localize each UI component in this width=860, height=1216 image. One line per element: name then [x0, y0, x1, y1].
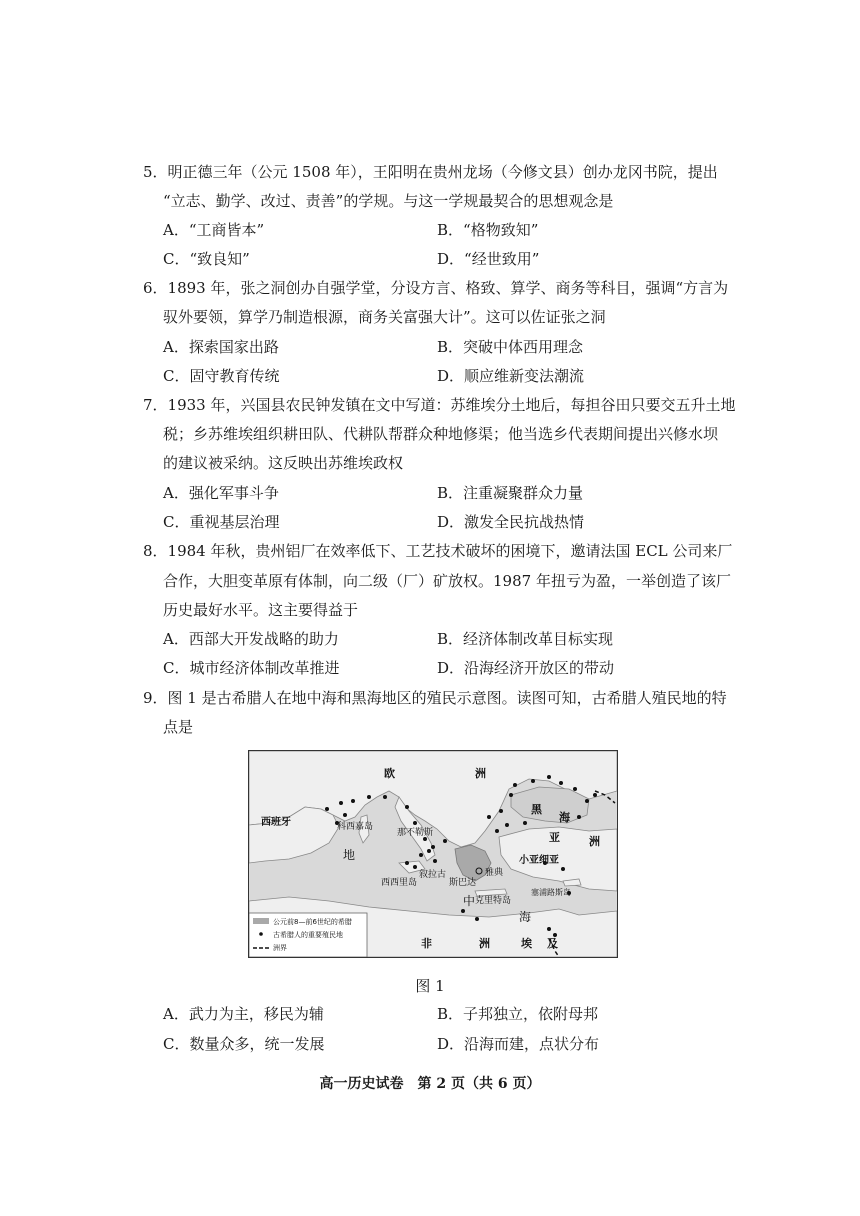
option-7c: C．重视基层治理	[163, 513, 280, 531]
legend-greece: 公元前8—前6世纪的希腊	[273, 918, 352, 926]
option-5d: D．“经世致用”	[437, 250, 540, 268]
option-5b: B．“格物致知”	[437, 221, 539, 239]
map-label-europe-2: 洲	[475, 767, 486, 780]
question-8-line-3: 历史最好水平。这主要得益于	[163, 601, 359, 619]
option-9b: B．子邦独立，依附母邦	[437, 1005, 599, 1023]
option-8d: D．沿海经济开放区的带动	[437, 659, 615, 677]
map-label-asia-2: 洲	[589, 835, 600, 848]
map-label-europe-1: 欧	[384, 767, 395, 780]
option-7a: A．强化军事斗争	[163, 484, 279, 502]
option-6c: C．固守教育传统	[163, 367, 280, 385]
map-label-black-2: 海	[559, 811, 570, 824]
map-label-naples: 那不勒斯	[397, 828, 434, 838]
map-label-spain: 西班牙	[261, 817, 291, 828]
question-9-line-2: 点是	[163, 718, 194, 736]
question-7-line-3: 的建议被采纳。这反映出苏维埃政权	[163, 454, 404, 472]
option-9a: A．武力为主，移民为辅	[163, 1005, 324, 1023]
option-5c: C．“致良知”	[163, 250, 250, 268]
greek-colonies-map	[248, 750, 618, 958]
page-footer: 高一历史试卷 第 2 页（共 6 页）	[319, 1076, 541, 1092]
question-7-line-1: 7．1933 年，兴国县农民钟发镇在文中写道：苏维埃分土地后，每担谷田只要交五升土地	[143, 396, 736, 414]
map-label-asia-minor: 小亚细亚	[519, 855, 559, 866]
map-label-egypt-1: 埃	[521, 937, 532, 950]
map-label-crete: 克里特岛	[475, 896, 512, 906]
map-label-asia-1: 亚	[549, 831, 560, 844]
map-label-di: 地	[343, 848, 356, 862]
map-label-corsica: 科西嘉岛	[337, 822, 374, 832]
map-label-cyprus: 塞浦路斯岛	[531, 888, 571, 897]
option-7b: B．注重凝聚群众力量	[437, 484, 584, 502]
figure-caption: 图 1	[415, 977, 445, 995]
option-5a: A．“工商皆本”	[163, 221, 265, 239]
map-label-hai: 海	[519, 910, 532, 924]
legend-colony: 古希腊人的重要殖民地	[273, 931, 343, 939]
question-5-line-1: 5．明正德三年（公元 1508 年），王阳明在贵州龙场（今修文县）创办龙冈书院，提出	[143, 163, 718, 181]
map-label-africa-1: 非	[421, 937, 432, 950]
map-label-athens: 雅典	[485, 868, 504, 878]
map-label-africa-2: 洲	[479, 937, 490, 950]
map-label-sparta: 斯巴达	[449, 878, 477, 888]
map-label-sicily: 西西里岛	[381, 878, 418, 888]
option-9d: D．沿海而建，点状分布	[437, 1035, 600, 1053]
question-8-line-1: 8．1984 年秋，贵州铝厂在效率低下、工艺技术破坏的困境下，邀请法国 ECL 公司来厂	[143, 542, 733, 560]
option-9c: C．数量众多，统一发展	[163, 1035, 325, 1053]
question-7-line-2: 税；乡苏维埃组织耕田队、代耕队帮群众种地修渠；他当选乡代表期间提出兴修水坝	[163, 425, 719, 443]
option-8b: B．经济体制改革目标实现	[437, 630, 614, 648]
option-6d: D．顺应维新变法潮流	[437, 367, 585, 385]
question-5-line-2: “立志、勤学、改过、责善”的学规。与这一学规最契合的思想观念是	[163, 192, 614, 210]
question-9-line-1: 9．图 1 是古希腊人在地中海和黑海地区的殖民示意图。读图可知，古希腊人殖民地的特	[143, 689, 727, 707]
option-8c: C．城市经济体制改革推进	[163, 659, 340, 677]
map-label-syracuse: 叙拉古	[419, 870, 447, 880]
map-label-egypt-2: 及	[547, 937, 558, 950]
option-8a: A．西部大开发战略的助力	[163, 630, 339, 648]
map-label-black-1: 黑	[531, 803, 542, 816]
option-7d: D．激发全民抗战热情	[437, 513, 585, 531]
legend-border: 洲界	[273, 944, 287, 952]
option-6a: A．探索国家出路	[163, 338, 279, 356]
question-8-line-2: 合作，大胆变革原有体制，向二级（厂）矿放权。1987 年扭亏为盈，一举创造了该厂	[163, 572, 731, 590]
option-6b: B．突破中体西用理念	[437, 338, 584, 356]
question-6-line-2: 驭外要领，算学乃制造根源，商务关富强大计”。这可以佐证张之洞	[163, 308, 606, 326]
map-label-zhong: 中	[463, 894, 476, 908]
question-6-line-1: 6．1893 年，张之洞创办自强学堂，分设方言、格致、算学、商务等科目，强调“方言为	[143, 279, 729, 297]
